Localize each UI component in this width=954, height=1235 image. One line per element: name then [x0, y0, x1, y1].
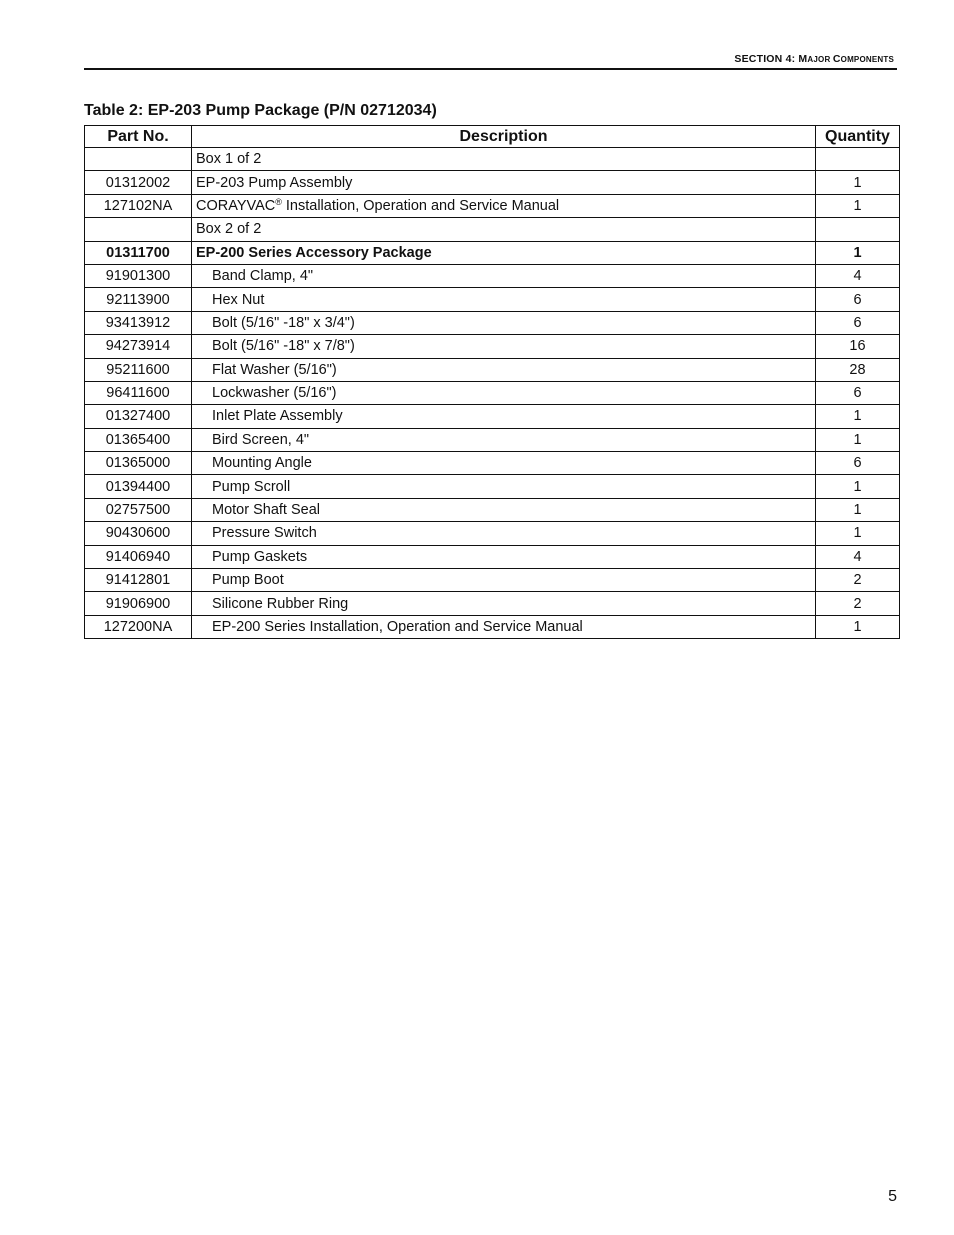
- part-number-cell: 96411600: [85, 381, 192, 404]
- table-row: [85, 194, 900, 217]
- part-number-cell: 01365000: [85, 452, 192, 475]
- table-row: [85, 475, 900, 498]
- description-cell: EP-203 Pump Assembly: [192, 171, 816, 194]
- quantity-cell: 6: [816, 452, 900, 475]
- description-cell: Box 1 of 2: [192, 148, 816, 171]
- page-number: 5: [888, 1188, 897, 1205]
- section-header-prefix: SECTION 4: M: [734, 53, 808, 65]
- description-cell: Band Clamp, 4": [192, 264, 816, 287]
- table-row: [85, 428, 900, 451]
- table-row: [85, 311, 900, 334]
- part-number-cell: 94273914: [85, 335, 192, 358]
- table-row: [85, 522, 900, 545]
- quantity-cell: 2: [816, 569, 900, 592]
- table-row: [85, 288, 900, 311]
- table-row-package-heading: [85, 241, 900, 264]
- description-cell: Inlet Plate Assembly: [192, 405, 816, 428]
- brand-name: CORAYVAC: [196, 197, 276, 214]
- table-row: [85, 452, 900, 475]
- quantity-cell: 1: [816, 171, 900, 194]
- description-cell: EP-200 Series Installation, Operation and Service Manual: [192, 615, 816, 638]
- part-number-cell: 92113900: [85, 288, 192, 311]
- description-cell: Motor Shaft Seal: [192, 498, 816, 521]
- section-header-small-2: OMPONENTS: [840, 55, 894, 64]
- part-number-cell: 91901300: [85, 264, 192, 287]
- part-number-cell: 93413912: [85, 311, 192, 334]
- quantity-cell: 6: [816, 381, 900, 404]
- part-number-cell: 91412801: [85, 569, 192, 592]
- section-header-cap-2: C: [832, 53, 841, 65]
- table-header-row: [85, 126, 900, 148]
- description-cell: Pressure Switch: [192, 522, 816, 545]
- description-cell: Pump Gaskets: [192, 545, 816, 568]
- quantity-cell: 6: [816, 311, 900, 334]
- part-number-cell: [85, 218, 192, 241]
- description-cell: Box 2 of 2: [192, 218, 816, 241]
- description-cell: Bird Screen, 4": [192, 428, 816, 451]
- description-cell: Bolt (5/16" -18" x 3/4"): [192, 311, 816, 334]
- quantity-cell: 4: [816, 264, 900, 287]
- table-row: [85, 545, 900, 568]
- registered-mark: ®: [275, 196, 282, 207]
- table-row: [85, 381, 900, 404]
- table-row: [85, 218, 900, 241]
- part-number-cell: 01312002: [85, 171, 192, 194]
- quantity-cell: 28: [816, 358, 900, 381]
- part-number-cell: 90430600: [85, 522, 192, 545]
- table-row: [85, 264, 900, 287]
- description-cell: Pump Scroll: [192, 475, 816, 498]
- table-row: [85, 171, 900, 194]
- table-row: [85, 335, 900, 358]
- parts-table: [84, 125, 900, 639]
- part-number-cell: 95211600: [85, 358, 192, 381]
- part-number-cell: 91406940: [85, 545, 192, 568]
- quantity-cell: 16: [816, 335, 900, 358]
- part-number-cell: 01394400: [85, 475, 192, 498]
- table-row: [85, 405, 900, 428]
- description-cell: Pump Boot: [192, 569, 816, 592]
- quantity-cell: 1: [816, 194, 900, 217]
- part-number-cell: 01365400: [85, 428, 192, 451]
- table-row: [85, 615, 900, 638]
- section-header-small-1: AJOR: [807, 55, 833, 64]
- part-number-cell: 01327400: [85, 405, 192, 428]
- column-header-part-no: Part No.: [85, 126, 192, 148]
- part-number-cell: 01311700: [85, 241, 192, 264]
- table-row: [85, 358, 900, 381]
- quantity-cell: 6: [816, 288, 900, 311]
- description-cell: [192, 194, 816, 217]
- table-row: [85, 592, 900, 615]
- table-row: [85, 569, 900, 592]
- quantity-cell: 1: [816, 405, 900, 428]
- quantity-cell: 1: [816, 522, 900, 545]
- part-number-cell: 127200NA: [85, 615, 192, 638]
- quantity-cell: [816, 148, 900, 171]
- quantity-cell: 1: [816, 241, 900, 264]
- quantity-cell: [816, 218, 900, 241]
- quantity-cell: 1: [816, 498, 900, 521]
- table-title: Table 2: EP-203 Pump Package (P/N 02712034): [84, 102, 437, 119]
- description-cell: Lockwasher (5/16"): [192, 381, 816, 404]
- part-number-cell: 127102NA: [85, 194, 192, 217]
- header-divider: [84, 68, 897, 70]
- quantity-cell: 1: [816, 615, 900, 638]
- quantity-cell: 1: [816, 475, 900, 498]
- description-cell: Hex Nut: [192, 288, 816, 311]
- column-header-quantity: Quantity: [816, 126, 900, 148]
- description-cell: Silicone Rubber Ring: [192, 592, 816, 615]
- table-row: [85, 148, 900, 171]
- description-cell: Mounting Angle: [192, 452, 816, 475]
- part-number-cell: 91906900: [85, 592, 192, 615]
- part-number-cell: 02757500: [85, 498, 192, 521]
- quantity-cell: 4: [816, 545, 900, 568]
- column-header-description: Description: [192, 126, 816, 148]
- part-number-cell: [85, 148, 192, 171]
- description-cell: Flat Washer (5/16"): [192, 358, 816, 381]
- section-header: [734, 53, 894, 65]
- description-cell: Bolt (5/16" -18" x 7/8"): [192, 335, 816, 358]
- description-cell: EP-200 Series Accessory Package: [192, 241, 816, 264]
- description-rest: Installation, Operation and Service Manual: [281, 197, 560, 214]
- table-row: [85, 498, 900, 521]
- quantity-cell: 2: [816, 592, 900, 615]
- quantity-cell: 1: [816, 428, 900, 451]
